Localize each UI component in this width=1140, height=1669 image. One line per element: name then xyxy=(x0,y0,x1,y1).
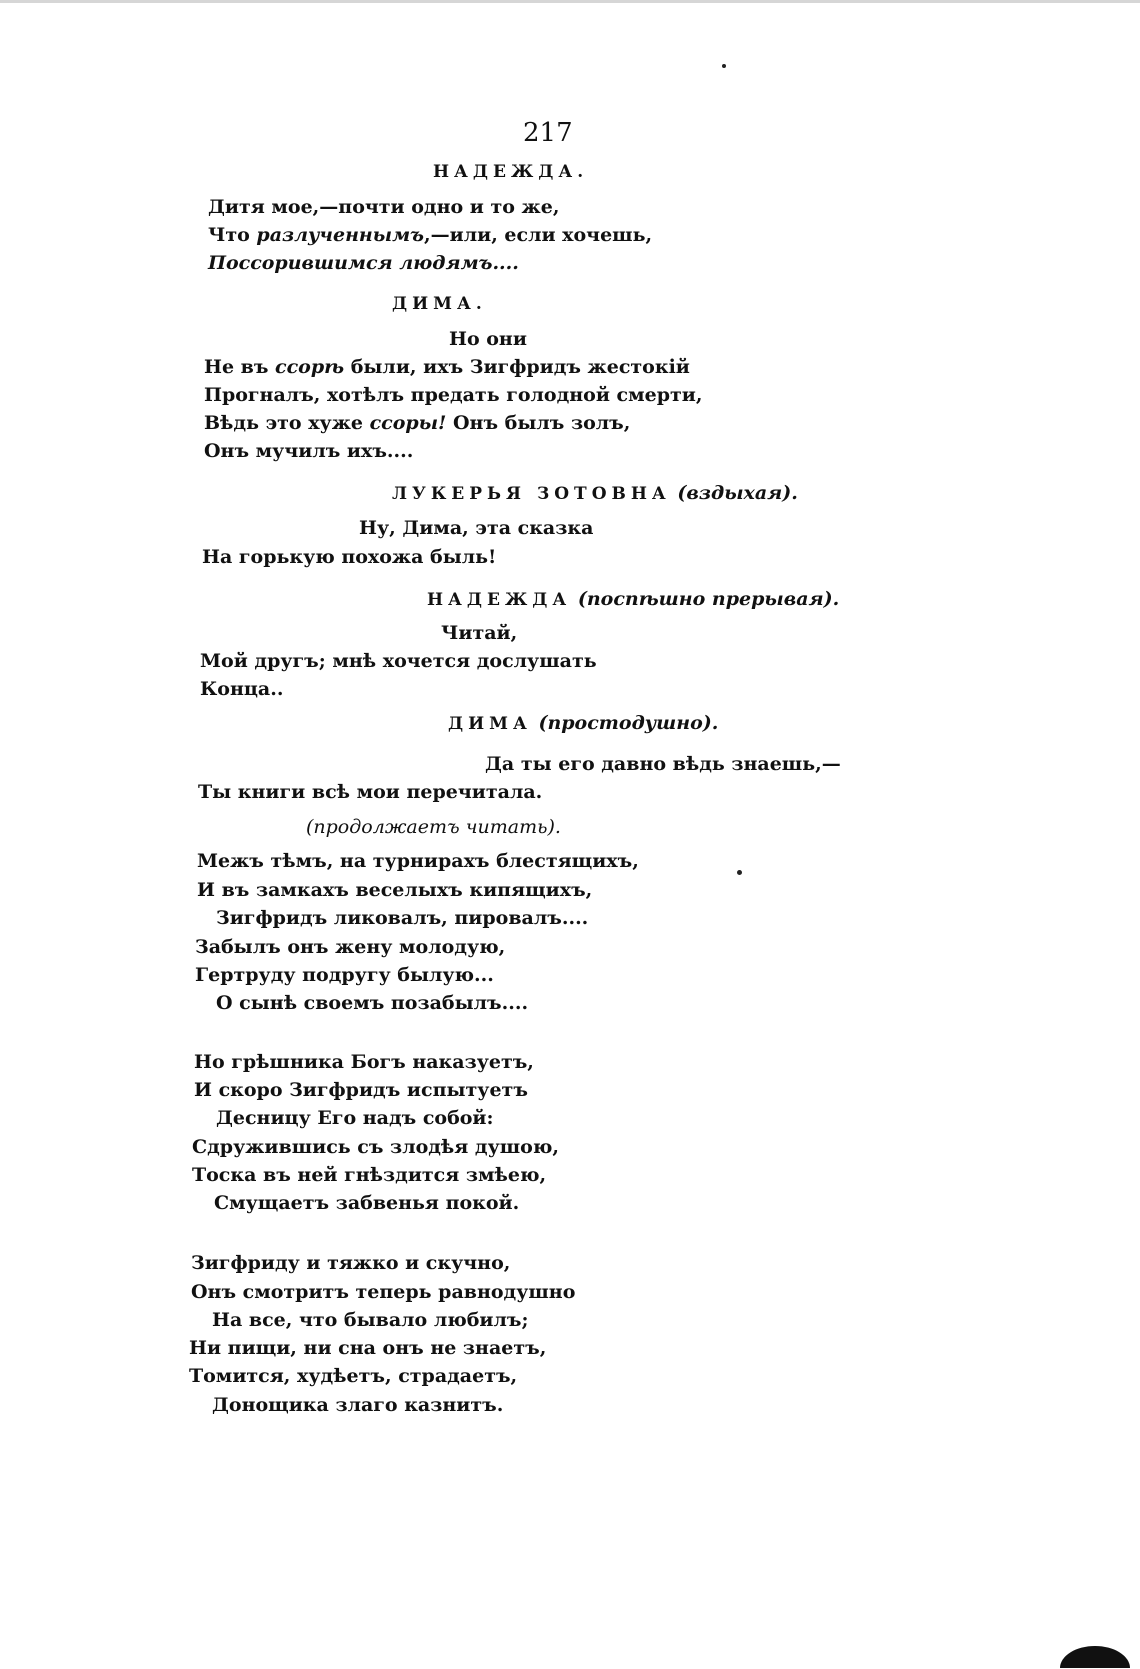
poem-line: Гертруду подругу былую... xyxy=(195,964,494,986)
verse-segment: ,—или, если хочешь, xyxy=(424,224,653,246)
page-number: 217 xyxy=(523,118,573,148)
poem-line: Донощика злаго казнитъ. xyxy=(212,1394,504,1416)
stage-direction: (продолжаетъ читать). xyxy=(306,816,561,838)
verse-line: Но они xyxy=(449,328,527,350)
speaker-name: ЛУКЕРЬЯ ЗОТОВНА xyxy=(392,484,671,504)
verse-line: Ну, Дима, эта сказка xyxy=(359,517,594,539)
ink-speck xyxy=(737,870,742,875)
verse-segment: Онъ былъ золъ, xyxy=(446,412,631,434)
poem-line: Межъ тѣмъ, на турнирахъ блестящихъ, xyxy=(197,850,639,872)
poem-line: Но грѣшника Богъ наказуетъ, xyxy=(194,1051,534,1073)
verse-line: Поссорившимся людямъ.... xyxy=(208,252,519,274)
poem-line: Зигфридъ ликовалъ, пировалъ.... xyxy=(216,907,589,929)
stage-direction: (поспѣшно прерывая). xyxy=(571,588,840,610)
poem-line: И скоро Зигфридъ испытуетъ xyxy=(194,1079,528,1101)
verse-line: Дитя мое,—почти одно и то же, xyxy=(208,196,560,218)
poem-line: О сынѣ своемъ позабылъ.... xyxy=(216,992,529,1014)
speaker-lukerya xyxy=(392,482,798,504)
verse-line: Да ты его давно вѣдь знаешь,— xyxy=(485,753,841,775)
poem-line: На все, что бывало любилъ; xyxy=(212,1309,529,1331)
verse-line: Прогналъ, хотѣлъ предать голодной смерти, xyxy=(204,384,703,406)
speaker-nadezhda: НАДЕЖДА. xyxy=(433,162,589,182)
top-edge-rule xyxy=(0,0,1140,3)
verse-segment-italic: разлученнымъ xyxy=(256,224,424,246)
speaker-name: НАДЕЖДА xyxy=(427,590,572,610)
poem-line: Забылъ онъ жену молодую, xyxy=(195,936,506,958)
verse-line: Онъ мучилъ ихъ.... xyxy=(204,440,414,462)
verse-line: На горькую похожа быль! xyxy=(202,546,497,568)
verse-segment-italic: ссорѣ xyxy=(275,356,345,378)
poem-line: Томится, худѣетъ, страдаетъ, xyxy=(189,1365,518,1387)
poem-line: И въ замкахъ веселыхъ кипящихъ, xyxy=(197,879,593,901)
verse-segment: были, ихъ Зигфридъ жестокій xyxy=(344,356,690,378)
poem-line: Зигфриду и тяжко и скучно, xyxy=(191,1252,511,1274)
poem-line: Десницу Его надъ собой: xyxy=(216,1107,494,1129)
verse-line xyxy=(208,224,652,246)
corner-ink-blot xyxy=(1060,1646,1130,1668)
stage-direction: (вздыхая). xyxy=(670,482,798,504)
verse-line: Мой другъ; мнѣ хочется дослушать xyxy=(200,650,597,672)
verse-line: Конца.. xyxy=(200,678,284,700)
ink-speck xyxy=(722,64,726,68)
speaker-dima: ДИМА. xyxy=(392,294,487,314)
verse-line xyxy=(204,412,630,434)
verse-line xyxy=(204,356,690,378)
stage-direction: (простодушно). xyxy=(531,712,719,734)
verse-segment-italic: ссоры! xyxy=(369,412,447,434)
speaker-nadezhda-2 xyxy=(427,588,839,610)
verse-line: Читай, xyxy=(441,622,518,644)
poem-line: Онъ смотритъ теперь равнодушно xyxy=(191,1281,576,1303)
speaker-name: ДИМА xyxy=(448,714,532,734)
poem-line: Ни пищи, ни сна онъ не знаетъ, xyxy=(189,1337,547,1359)
poem-line: Сдружившись съ злодѣя душою, xyxy=(192,1136,559,1158)
verse-line: Ты книги всѣ мои перечитала. xyxy=(198,781,543,803)
speaker-dima-2 xyxy=(448,712,718,734)
poem-line: Смущаетъ забвенья покой. xyxy=(214,1192,520,1214)
verse-segment: Не въ xyxy=(204,356,276,378)
verse-segment: Что xyxy=(208,224,257,246)
verse-segment: Вѣдь это хуже xyxy=(204,412,370,434)
poem-line: Тоска въ ней гнѣздится змѣею, xyxy=(192,1164,547,1186)
